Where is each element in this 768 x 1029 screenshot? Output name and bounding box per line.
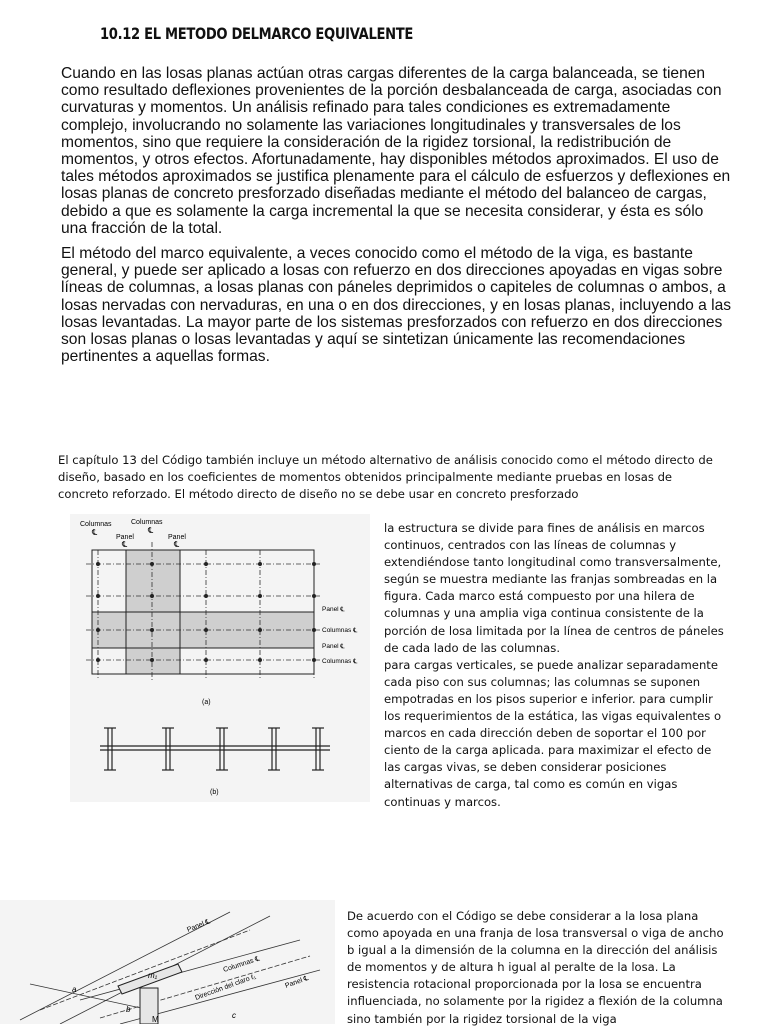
figure-equivalent-frames: [70, 514, 370, 802]
label-columnas: Columnas ℄: [222, 955, 261, 974]
label-panel-right: Panel: [168, 534, 186, 541]
label-right-panel-1: Panel ℄: [322, 606, 345, 613]
label-columnas-mid-cl: ℄: [148, 526, 154, 535]
caption-a: (a): [202, 699, 211, 706]
paragraph-chapter-13: El capítulo 13 del Código también incluye un método alternativo de análisis conocido como el método directo de diseño, basado en los coeficientes de momentos obtenidos principalmente mediante pruebas en losas de concreto reforzado. El método directo de diseño no se debe usar en concreto presforzado: [58, 453, 713, 502]
caption-b: (b): [210, 789, 219, 796]
strip-borders: [92, 550, 314, 674]
frame-elevation: [100, 728, 330, 770]
frame-plan-diagram: [70, 514, 370, 802]
label-right-columnas-1: Columnas ℄: [322, 627, 358, 634]
paragraph-equivalent-frame: El método del marco equivalente, a veces conocido como el método de la viga, es bastante general, y puede ser aplicado a losas con refuerzo en dos direcciones apoyadas en vigas sobre líneas de columnas, a losas planas con páneles deprimidos o capiteles de columnas o ambos, a losas nervadas con nervaduras, en una o en dos direcciones, y en losas planas, incluyendo a las losas levantadas. La mayor parte de los sistemas presforzados con refuerzo en dos direcciones son losas planas o losas levantadas y aquí se sintetizan únicamente las recomendaciones pertinentes a aquellas formas.: [61, 245, 732, 366]
label-panel-right: Panel ℄: [284, 974, 310, 990]
column-gridlines: [86, 542, 320, 680]
label-columnas-left: Columnas: [80, 521, 112, 528]
slab-isometric-diagram: [0, 900, 335, 1024]
label-a: a: [72, 985, 77, 994]
label-panel-left-cl: ℄: [122, 540, 128, 549]
label-direccion: Dirección del claro ℓ₁: [194, 973, 257, 1002]
label-b: b: [126, 1005, 131, 1014]
paragraph-code-slab: De acuerdo con el Código se debe considerar a la losa plana como apoyada en una franja de losa transversal o viga de ancho b igual a la dimensión de la columna en la dirección del análisis de momentos y de altura h igual al peralte de la losa. La resistencia rotacional proporcionada por la losa se encuentra influenciada, no solamente por la rigidez a flexión de la columna sino también por la rigidez torsional de la viga: [347, 909, 724, 1026]
label-panel-left: Panel: [116, 534, 134, 541]
label-m1: m₁: [148, 971, 158, 980]
paragraph-frame-division: la estructura se divide para fines de análisis en marcos continuos, centrados con las líneas de columnas y extendiéndose tanto longitudinal como transversalmente, según se muestra mediante las franjas sombreadas en la figura. Cada marco está compuesto por una hilera de columnas y una amplia viga continua consistente de la porción de losa limitada por la línea de centros de páneles de cada lado de las columnas. para cargas verticales, se puede analizar separadamente cada piso con sus columnas; las columnas se suponen empotradas en los pisos superior e inferior. para cumplir los requerimientos de la estática, las vigas equivalentes o marcos en cada dirección deben de soportar el 100 por ciento de la carga aplicada. para maximizar el efecto de las cargas vivas, se deben considerar posiciones alternativas de carga, tal como es común en vigas continuas y marcos.: [384, 521, 724, 809]
paragraph-intro: Cuando en las losas planas actúan otras cargas diferentes de la carga balanceada, se tienen como resultado deflexiones provenientes de la porción desbalanceada de carga, asociadas con curvaturas y momentos. Un análisis refinado para tales condiciones es extremadamente complejo, involucrando no solamente las variaciones longitudinales y transversales de los momentos, sino que requiere la consideración de la rigidez torsional, la redistribución de momentos, y otros efectos. Afortunadamente, hay disponibles métodos aproximados. El uso de tales métodos aproximados se justifica plenamente para el cálculo de esfuerzos y deflexiones en losas planas de concreto presforzado diseñadas mediante el método del balanceo de cargas, debido a que es solamente la carga incremental la que se necesita considerar, y ésta es sólo una fracción de la total.: [61, 65, 731, 237]
label-right-columnas-2: Columnas ℄: [322, 658, 358, 665]
label-panel-right-cl: ℄: [174, 540, 180, 549]
label-c: c: [232, 1011, 236, 1020]
section-title: 10.12 EL METODO DELMARCO EQUIVALENTE: [100, 24, 414, 43]
figure-torsional-beam: [0, 900, 335, 1024]
label-m: M: [152, 1015, 159, 1024]
label-right-panel-2: Panel ℄: [322, 643, 345, 650]
label-panel-top: Panel ℄: [186, 918, 212, 934]
label-columnas-left-cl: ℄: [92, 528, 98, 537]
label-columnas-mid: Columnas: [131, 519, 163, 526]
